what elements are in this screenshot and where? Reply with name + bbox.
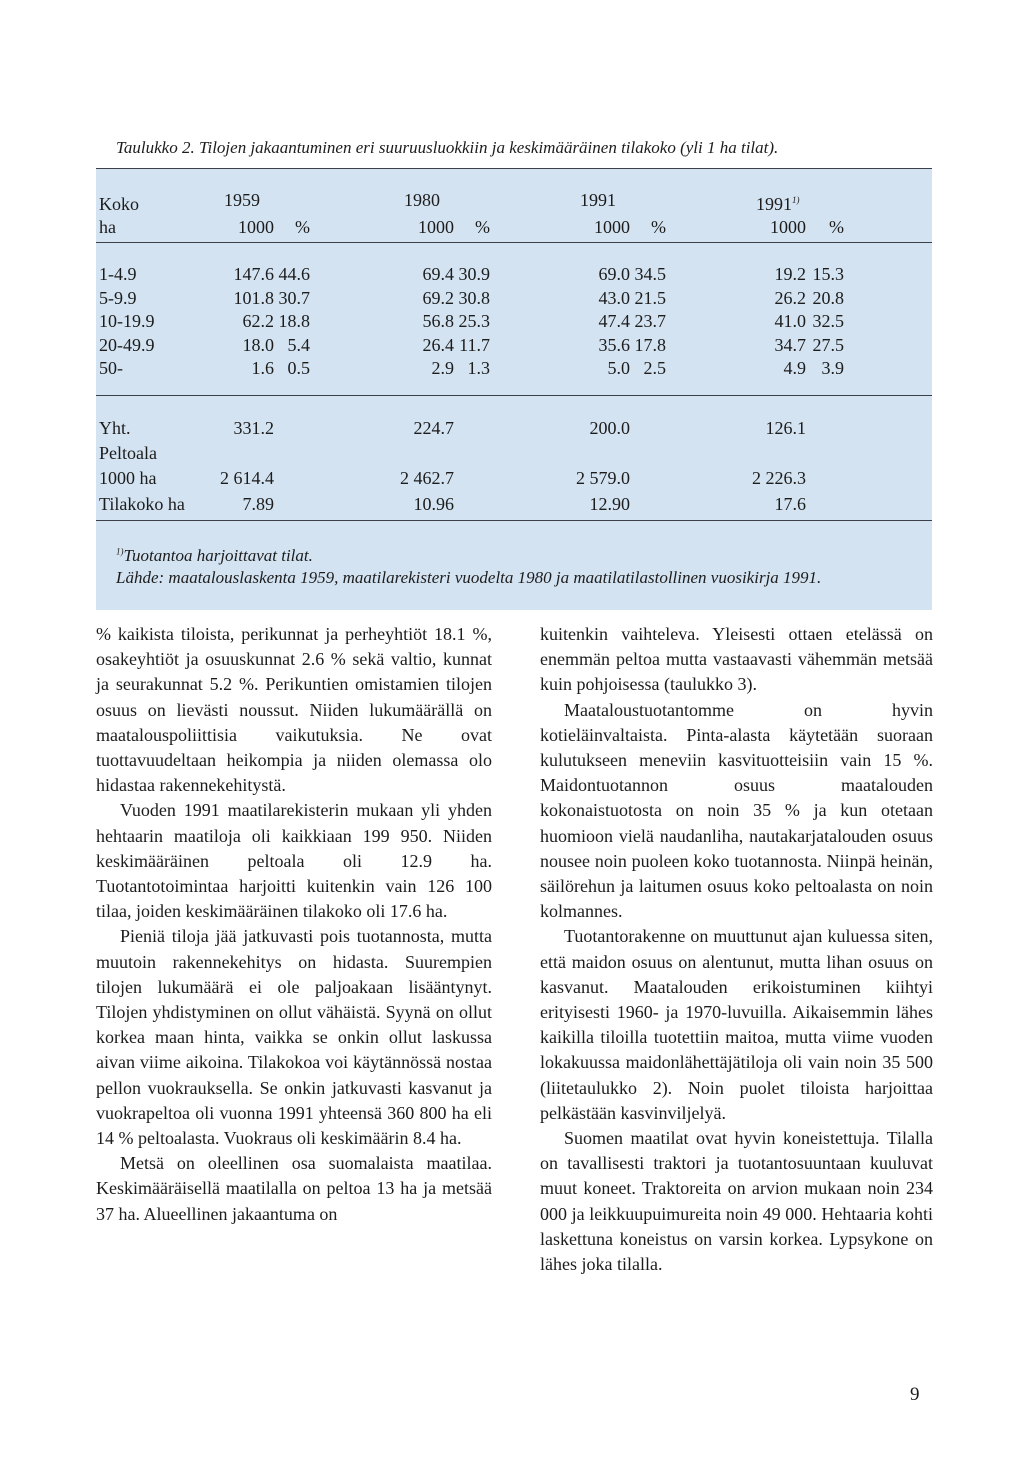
table-cell: 69.0 xyxy=(598,264,630,284)
table-cell: 26.4 xyxy=(422,334,454,355)
table-cell: 11.7 xyxy=(459,334,490,355)
tilakoko-label: Tilakoko ha xyxy=(99,494,185,514)
table-cell: 20.8 xyxy=(812,287,844,308)
page-number: 9 xyxy=(910,1384,920,1405)
table-cell: 27.5 xyxy=(812,334,844,355)
header-1991: 1991 xyxy=(580,190,616,210)
header-unit: % xyxy=(651,217,666,237)
paragraph: % kaikista tiloista, perikunnat ja perheyhtiöt 18.1 %, osakeyhtiöt ja osuuskunnat 2.6 % sekä valtio, kunnat ja seurakunnat 5.2 %. Perikuntien omistamien tilojen osuus on lievästi noussut. Niiden lukumäärällä on maatalouspoliittisia vaikutuksia. Ne ovat tuottavuudeltaan heikompia ja niiden olemassa olo hidastaa rakennekehitystä. xyxy=(96,624,492,796)
right-text-column xyxy=(540,622,933,1277)
table-cell: 56.8 xyxy=(422,311,454,331)
paragraph: Tuotantorakenne on muuttunut ajan kuluessa siten, että maidon osuus on alentunut, mutta lihan osuus on kasvanut. Maatalouden erikoistuminen kiihtyi erityisesti 1960- ja 1970-luvuilla. Aikaisemmin lähes kaikilla tiloilla tuotettiin maitoa, mutta viime vuoden lokakuussa maidonlähettäjätiloja oli vain noin 35 500 (liitetaulukko 2). Noin puolet tiloista harjoittaa pelkästään kasvinviljelyä. xyxy=(540,926,933,1123)
table-cell: 18.8 xyxy=(278,311,310,331)
table-source: Lähde: maatalouslaskenta 1959, maatilarekisteri vuodelta 1980 ja maatilatilastollinen vuosikirja 1991. xyxy=(116,568,822,587)
row-size-class: 50- xyxy=(99,358,123,378)
table-cell: 1.3 xyxy=(467,358,490,378)
yht-1991: 200.0 xyxy=(589,418,630,438)
paragraph: Metsä on oleellinen osa suomalaista maatilaa. Keskimääräisellä maatilalla on peltoa 13 ha ja metsää 37 ha. Alueellinen jakaantuma on xyxy=(96,1153,492,1224)
table-cell: 1.6 xyxy=(251,358,274,378)
table-cell: 5.0 xyxy=(607,358,630,378)
header-1959: 1959 xyxy=(224,190,260,210)
table-cell: 101.8 xyxy=(233,287,274,308)
header-unit-ha: ha xyxy=(99,217,116,237)
table-rule-bottom xyxy=(96,520,932,521)
paragraph: kuitenkin vaihteleva. Yleisesti ottaen etelässä on enemmän peltoa mutta vastaavasti vähemmän metsää kuin pohjoisessa (taulukko 3). xyxy=(540,624,933,695)
yht-1959: 331.2 xyxy=(233,418,274,438)
row-size-class: 1-4.9 xyxy=(99,264,137,284)
table-caption: Taulukko 2. Tilojen jakaantuminen eri suuruusluokkiin ja keskimääräinen tilakoko (yli 1 ha tilat). xyxy=(116,138,779,157)
header-1980: 1980 xyxy=(404,190,440,210)
table-cell: 69.2 xyxy=(422,287,454,308)
header-unit: 1000 xyxy=(418,217,454,237)
table-cell: 3.9 xyxy=(821,358,844,378)
table-cell: 30.9 xyxy=(458,264,490,284)
header-koko: Koko xyxy=(99,194,139,214)
table-rule-top xyxy=(96,168,932,169)
paragraph: Suomen maatilat ovat hyvin koneistettuja. Tilalla on tavallisesti traktori ja tuotantosuuntaan kuuluvat muut koneet. Traktoreita on arvion mukaan noin 234 000 ja leikkuupuimureita noin 49 000. Hehtaaria kohti laskettuna koneistus on varsin korkea. Lypsykone on lähes joka tilalla. xyxy=(540,1128,933,1275)
tilakoko-1991-b: 17.6 xyxy=(774,494,806,514)
header-unit: 1000 xyxy=(594,217,630,237)
header-unit: 1000 xyxy=(238,217,274,237)
table-cell: 30.7 xyxy=(278,287,310,308)
table-cell: 34.5 xyxy=(634,264,666,284)
yht-label: Yht. xyxy=(99,418,131,438)
row-size-class: 10-19.9 xyxy=(99,311,155,331)
header-unit: % xyxy=(295,217,310,237)
table-cell: 15.3 xyxy=(812,264,844,284)
table-cell: 147.6 xyxy=(233,264,274,284)
footnote-marker: 1) xyxy=(792,195,800,205)
table-cell: 41.0 xyxy=(774,311,806,331)
table-cell: 2.9 xyxy=(431,358,454,378)
header-1991-b: 1991$^{1)}$ xyxy=(756,194,800,214)
table-cell: 30.8 xyxy=(458,287,490,308)
table-cell: 5.4 xyxy=(287,334,310,355)
table-cell: 23.7 xyxy=(634,311,666,331)
paragraph: Vuoden 1991 maatilarekisterin mukaan yli yhden hehtaarin maatiloja oli kaikkiaan 199 950. Niiden keskimääräinen peltoala oli 12.9 ha. Tuotantotoimintaa harjoitti kuitenkin vain 126 100 tilaa, joiden keskimääräinen tilakoko oli 17.6 ha. xyxy=(96,800,492,922)
table-rule-body xyxy=(96,395,932,396)
tilakoko-1980: 10.96 xyxy=(413,494,454,514)
table-cell: 25.3 xyxy=(458,311,490,331)
paragraph: Maataloustuotantomme on hyvin kotieläinvaltaista. Pinta-alasta käytetään suoraan kulutukseen meneviin kasvituotteisiin vain 15 %. Maidontuotannon osuus maatalouden kokonaistuotosta on noin 35 % ja kun otetaan huomioon vielä naudanliha, nautakarjatalouden osuus nousee noin puoleen koko tuotannosta. Niinpä heinän, säilörehun ja laitumen osuus koko peltoalasta on noin kolmannes. xyxy=(540,699,933,922)
table-footnote: $^{1)}$Tuotantoa harjoittavat tilat. xyxy=(116,546,313,565)
table-cell: 17.8 xyxy=(634,334,666,355)
table-cell: 19.2 xyxy=(774,264,806,284)
peltoala-1980: 2 462.7 xyxy=(400,468,454,488)
peltoala-1991: 2 579.0 xyxy=(576,468,630,488)
tilakoko-1959: 7.89 xyxy=(242,494,274,514)
peltoala-unit: 1000 ha xyxy=(99,468,157,488)
table-cell: 2.5 xyxy=(643,358,666,378)
row-size-class: 20-49.9 xyxy=(99,334,155,355)
table-cell: 69.4 xyxy=(422,264,454,284)
table-rule-header xyxy=(96,242,932,243)
header-unit: % xyxy=(475,217,490,237)
table-cell: 62.2 xyxy=(242,311,274,331)
table-cell: 47.4 xyxy=(598,311,630,331)
table-cell: 43.0 xyxy=(598,287,630,308)
yht-1991-b: 126.1 xyxy=(765,418,806,438)
header-unit: 1000 xyxy=(770,217,806,237)
yht-1980: 224.7 xyxy=(413,418,454,438)
table-cell: 18.0 xyxy=(242,334,274,355)
tilakoko-1991: 12.90 xyxy=(589,494,630,514)
row-size-class: 5-9.9 xyxy=(99,287,137,308)
table-cell: 0.5 xyxy=(287,358,310,378)
table-cell: 44.6 xyxy=(278,264,310,284)
table-cell: 32.5 xyxy=(812,311,844,331)
paragraph: Pieniä tiloja jää jatkuvasti pois tuotannosta, mutta muutoin rakennekehitys on hidasta. Suurempien tilojen lukumäärä ei ole paljoakaan lisääntynyt. Tilojen yhdistyminen on ollut vähäistä. Syynä on ollut korkea maan hinta, vaikka se onkin ollut laskussa aivan viime aikoina. Tilakokoa voi käytännössä nostaa pellon vuokrauksella. Se onkin jatkuvasti kasvanut ja vuokrapeltoa oli vuonna 1991 yhteensä 360 800 ha eli 14 % peltoalasta. Vuokraus oli keskimäärin 8.4 ha. xyxy=(96,926,492,1149)
peltoala-1959: 2 614.4 xyxy=(220,468,274,488)
table-cell: 34.7 xyxy=(774,334,806,355)
peltoala-1991-b: 2 226.3 xyxy=(752,468,806,488)
peltoala-label: Peltoala xyxy=(99,443,157,463)
table-cell: 21.5 xyxy=(634,287,666,308)
table-cell: 26.2 xyxy=(774,287,806,308)
table-cell: 4.9 xyxy=(783,358,806,378)
header-unit: % xyxy=(829,217,844,237)
left-text-column xyxy=(96,622,492,1227)
table-cell: 35.6 xyxy=(598,334,630,355)
